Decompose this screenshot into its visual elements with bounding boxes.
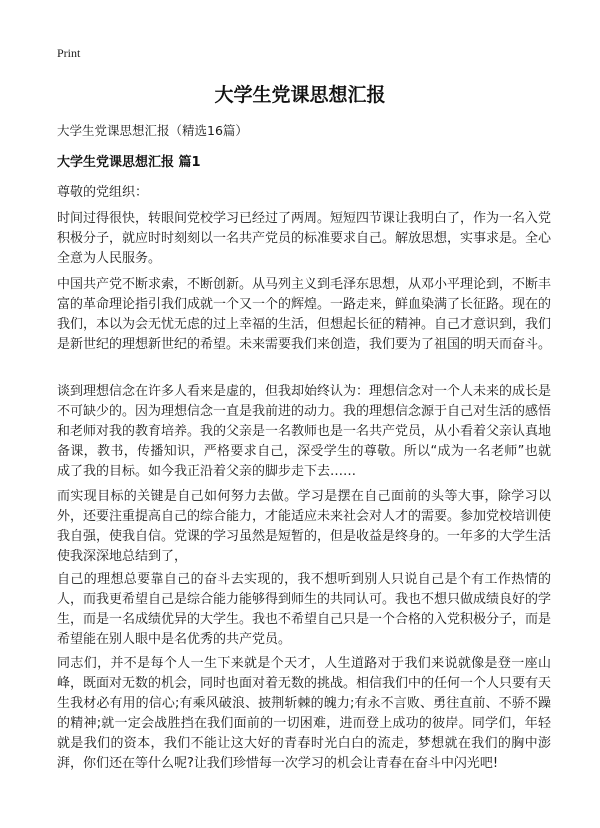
body-paragraph-4: 而实现目标的关键是自己如何努力去做。学习是摆在自己面前的头等大事，除学习以外，还要注重提高自己的综合能力，才能适应未来社会对人才的需要。参加党校培训使我自强，使我自信。党课的学习虽然是短暂的，但是收益是终身的。一年多的大学生活使我深深地总结到了， xyxy=(57,489,552,564)
body-paragraph-1: 时间过得很快，转眼间党校学习已经过了两周。短短四节课让我明白了，作为一名入党积极分子，就应时时刻刻以一名共产党员的标准要求自己。解放思想，实事求是。全心全意为人民服务。 xyxy=(57,211,552,266)
section-heading: 大学生党课思想汇报 篇1 xyxy=(57,155,201,170)
body-paragraph-2: 中国共产党不断求索，不断创新。从马列主义到毛泽东思想，从邓小平理论到，不断丰富的革命理论指引我们成就一个又一个的辉煌。一路走来，鲜血染满了长征路。现在的我们，本以为会无忧无虑的过上幸福的生活，但想起长征的精神。自己才意识到，我们是新世纪的理想新世纪的希望。未来需要我们来创造，我们要为了祖国的明天而奋斗。 xyxy=(57,277,552,352)
print-link[interactable]: Print xyxy=(57,46,81,60)
document-title: 大学生党课思想汇报 xyxy=(214,84,386,106)
body-paragraph-6: 同志们，并不是每个人一生下来就是个天才，人生道路对于我们来说就像是登一座山峰，既面对无数的机会，同时也面对着无数的挑战。相信我们中的任何一个人只要有天生我材必有用的信心;有乘风破浪、披荆斩棘的魄力;有永不言败、勇往直前、不骄不躁的精神;就一定会战胜挡在我们面前的一切困难，进而登上成功的彼岸。同学们，年轻就是我们的资本，我们不能让这大好的青春时光白白的流走，梦想就在我们的胸中澎湃，你们还在等什么呢?让我们珍惜每一次学习的机会让青春在奋斗中闪光吧! xyxy=(57,656,552,771)
document-subtitle: 大学生党课思想汇报（精选16篇） xyxy=(57,123,248,138)
body-paragraph-5: 自己的理想总要靠自己的奋斗去实现的，我不想听到别人只说自己是个有工作热情的人，而我更希望自己是综合能力能够得到师生的共同认可。我也不想只做成绩良好的学生，而是一名成绩优异的大学生。我也不希望自己只是一个合格的入党积极分子，而是希望能在别人眼中是名优秀的共产党员。 xyxy=(57,572,552,647)
body-paragraph-3: 谈到理想信念在许多人看来是虚的，但我却始终认为：理想信念对一个人未来的成长是不可缺少的。因为理想信念一直是我前进的动力。我的理想信念源于自己对生活的感悟和老师对我的教育培养。我的父亲是一名教师也是一名共产党员，从小看着父亲认真地备课，教书，传播知识，严格要求自己，深受学生的尊敬。所以“成为一名老师”也就成了我的目标。如今我正沿着父亲的脚步走下去…… xyxy=(57,384,552,479)
greeting-line: 尊敬的党组织： xyxy=(57,185,149,200)
